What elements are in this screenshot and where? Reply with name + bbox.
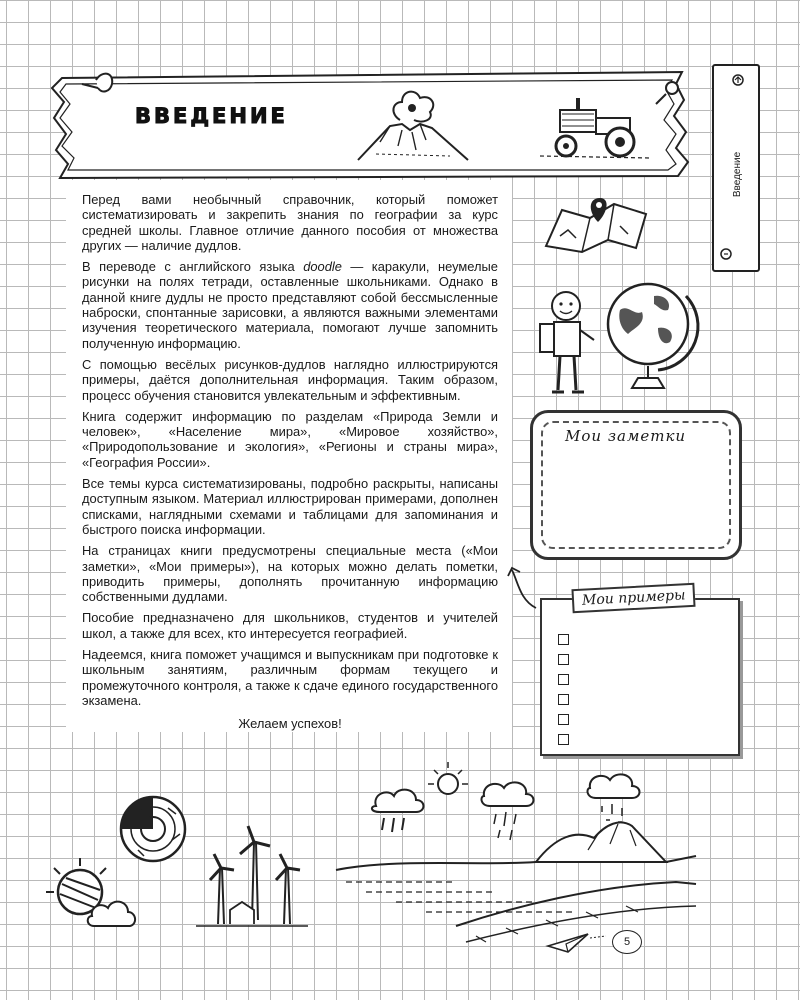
water-cycle-landscape-icon bbox=[336, 766, 696, 962]
example-checkbox[interactable] bbox=[558, 734, 569, 745]
map-pin-icon bbox=[540, 196, 660, 256]
sun-cloud-icon bbox=[40, 850, 140, 940]
examples-area[interactable] bbox=[540, 587, 740, 756]
arrow-down-icon bbox=[720, 248, 732, 260]
section-tab[interactable] bbox=[712, 64, 760, 272]
paragraph: Надеемся, книга поможет учащимся и выпускникам при подготовке к школьным занятиям, различным формам текущего и промежуточного контроля, а также к сдаче единого государственного экзамена. bbox=[82, 647, 498, 708]
paragraph: Книга содержит информацию по разделам «Природа Земли и человек», «Население мира», «Мировое хозяйство», «Природопользование и экология», «Регионы и страны мира», «География России». bbox=[82, 408, 498, 470]
page-title: ВВЕДЕНИЕ bbox=[135, 104, 288, 128]
paragraph: С помощью весёлых рисунков-дудлов наглядно иллюстрируются примеры, даётся дополнительная информация. Таким образом, процесс обучения становится увлекательным и эффективным. bbox=[82, 356, 498, 403]
intro-text-box bbox=[66, 180, 512, 732]
examples-label: Мои примеры bbox=[571, 583, 696, 613]
section-tab-label: Введение bbox=[732, 151, 744, 197]
arrow-up-icon bbox=[732, 74, 744, 86]
paragraph: Все темы курса систематизированы, подробно раскрыты, написаны доступным языком. Материал иллюстрирован примерами, дополнен списками, наглядными схемами и таблицами для запоминания и быстрого поиска информации. bbox=[82, 476, 498, 537]
example-checkbox[interactable] bbox=[558, 674, 569, 685]
example-checkbox[interactable] bbox=[558, 694, 569, 705]
doodle-term: doodle bbox=[303, 259, 342, 275]
paragraph: Пособие предназначено для школьников, студентов и учителей школ, а также для всех, кто интересуется географией. bbox=[82, 610, 498, 641]
volcano-icon bbox=[350, 80, 470, 166]
paper-plane-icon bbox=[546, 932, 590, 956]
paragraph: Перед вами необычный справочник, который поможет систематизировать и закрепить знания по географии за курс средней школы. Главное отличие данного пособия от множества других — наличие дудлов. bbox=[82, 192, 498, 253]
example-checkbox[interactable] bbox=[558, 714, 569, 725]
notes-area[interactable] bbox=[530, 410, 742, 560]
notes-label: Мои заметки bbox=[565, 427, 687, 445]
example-checkbox[interactable] bbox=[558, 654, 569, 665]
wind-turbines-icon bbox=[196, 824, 308, 932]
tractor-icon bbox=[540, 96, 650, 162]
example-checkbox[interactable] bbox=[558, 634, 569, 645]
closing-line: Желаем успехов! bbox=[238, 716, 342, 732]
paragraph: В переводе с английского языка doodle — каракули, неумелые рисунки на полях тетради, оставленные школьниками. Однако в данной книге дудлы не просто представляют собой бессмысленные наброски, спонтанные зарисовки, а являются важными элементами изучения теоретического материала, помогают лучше запомнить полученную информацию. bbox=[82, 259, 498, 351]
page-number: 5 bbox=[612, 930, 642, 954]
paragraph: На страницах книги предусмотрены специальные места («Мои заметки», «Мои примеры»), на которых можно делать пометки, приводить примеры, дополнять прочитанную информацию собственными дудлами. bbox=[82, 543, 498, 605]
globe-icon bbox=[598, 276, 702, 396]
